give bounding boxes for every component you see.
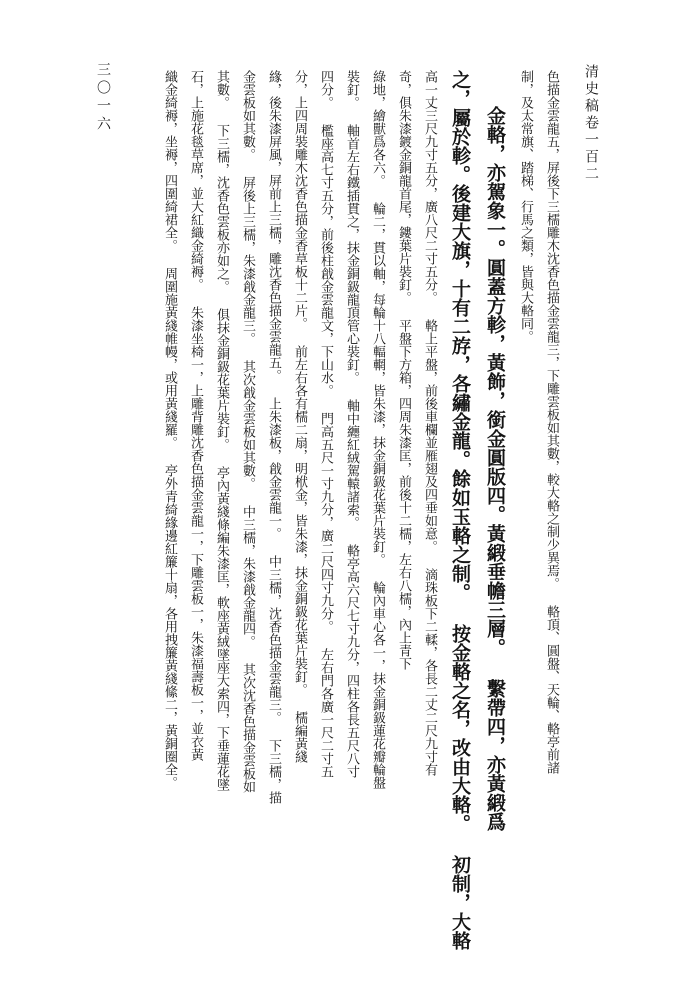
text-column: 色描金雲龍五，屏後下三檽雕木沈香色描金雲龍三，下雕雲板如其數，較大輅之制少異焉。 輅頂、圓盤、天輪、輅亭前諸 bbox=[544, 70, 559, 774]
text-column: 織金綺褥，坐褥，四圍綺裙全。 周圍施黃綫帷幔，或用黃綫羅。 亭外青綺緣邊紅簾十扇，各用拽簾黃綫絛二，黃銅圈全。 bbox=[162, 70, 177, 789]
text-column: 綠地，繪獸爲各六。 輪二，貫以軸，每輪十八輻輞，皆朱漆，抹金銅鈒花葉片裝釘。 輪內車心各一，抹金銅鈒蓮花瓣輪盤 bbox=[370, 70, 385, 789]
text-column: 分，上四周裝雕木沈香色描金香草板十二片。 前左右各有檽二扇，明栿金，皆朱漆，抹金銅鈒花葉片裝釘。 檽編黃綫 bbox=[292, 70, 307, 763]
text-column: 制，及太常旗、踏梯、行馬之類，皆與大輅同。 bbox=[518, 70, 533, 343]
text-column: 金雲板如其數。 屏後上三檽，朱漆戧金龍三。 其次戧金雲板如其數。 中三檽，朱漆戧金龍四。 其次沈香色描金雲板如 bbox=[240, 70, 255, 793]
text-block bbox=[122, 70, 562, 950]
running-head: 清史稿卷一百二 bbox=[583, 64, 599, 183]
text-column: 四分。 檻座高七寸五分，前後柱戧金雲龍文，下山水。 門高五尺一寸九分，廣二尺四寸九分。 左右門各廣一尺二寸五 bbox=[318, 70, 333, 778]
text-column: 高一丈三尺九寸五分，廣八尺二寸五分。 輅上平盤，前後車欄並雁翅及四垂如意。 滴珠板下二輮，各長二丈二尺九寸有 bbox=[422, 70, 437, 776]
page-number: 三〇一六 bbox=[95, 62, 111, 134]
text-column: 其數。 下三檽，沈香色雲板亦如之。 俱抹金銅鈒花葉片裝釘。 亭內黃綫條編朱漆匡，軟座黃絨墜座大索四，下垂蓮花墜 bbox=[214, 70, 229, 791]
text-column: 金輅，亦駕象一。圓蓋方軫，黃飾，銜金圓版四。黃緞垂幨三層。 繫帶四，亦黃緞爲 bbox=[484, 106, 506, 831]
text-column: 奇，俱朱漆鍍金銅龍首尾，鏤葉片裝釘。 平盤下方箱，四周朱漆匡，前後十二檽，左右八檽，內上青下 bbox=[396, 70, 411, 670]
text-column: 石，上施花毯草席，並大紅織金綺褥。 朱漆坐椅一，上雕背雕沈香色描金雲龍一，下雕雲板一，朱漆福壽板一，並衣黃 bbox=[188, 70, 203, 761]
text-column: 裝釘。 軸首左右鐵插貫之，抹金銅鈒龍頂管心裝釘。 軸中纏紅絨駕轅諸索。 輅亭高六尺七寸九分，四柱各長五尺八寸 bbox=[344, 70, 359, 778]
text-column: 之，屬於軫。後建大旗，十有二斿，各繡金龍。餘如玉輅之制。 按金輅之名，改由大輅。 初制，大輅 bbox=[449, 70, 471, 950]
text-column: 緣，後朱漆屏風，屏前上三檽，雕沈香色描金雲龍五。 上朱漆板，戧金雲龍一。 中三檽，沈香色描金雲龍三。 下三檽，描 bbox=[266, 70, 281, 804]
